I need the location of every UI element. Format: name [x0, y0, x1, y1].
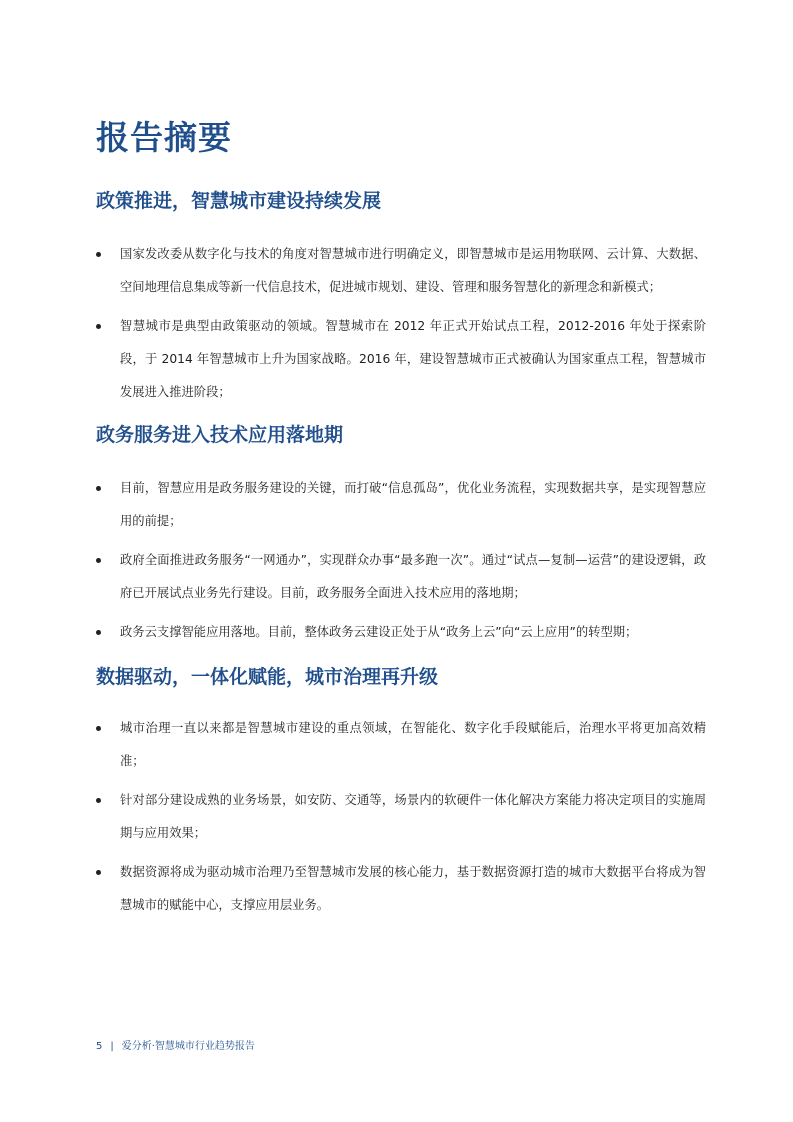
bullet-icon [96, 798, 101, 803]
section-policy [96, 186, 706, 409]
section-heading: 政策推进，智慧城市建设持续发展 [96, 190, 382, 212]
page-number: 5 [96, 1041, 103, 1052]
list-item-text: 针对部分建设成熟的业务场景，如安防、交通等，场景内的软硬件一体化解决方案能力将决定项目的实施周期与应用效果； [120, 793, 706, 840]
list-item-text: 政务云支撑智能应用落地。目前，整体政务云建设正处于从“政务上云”向“云上应用”的转型期； [120, 625, 638, 639]
footer-separator: | [110, 1041, 114, 1052]
bullet-icon [96, 726, 101, 731]
list-item [96, 856, 706, 922]
list-item [96, 544, 706, 610]
bullet-icon [96, 324, 101, 329]
list-item [96, 616, 706, 649]
page-title: 报告摘要 [96, 118, 232, 157]
list-item-text: 智慧城市是典型由政策驱动的领域。智慧城市在 2012 年正式开始试点工程，2012-2016 年处于探索阶段，于 2014 年智慧城市上升为国家战略。2016 年，建设智慧城市正式被确认为国家重点工程，智慧城市发展进入推进阶段； [120, 319, 706, 399]
bullet-icon [96, 252, 101, 257]
page-footer [96, 1040, 255, 1054]
footer-report-title: 爱分析·智慧城市行业趋势报告 [121, 1041, 255, 1052]
list-item-text: 国家发改委从数字化与技术的角度对智慧城市进行明确定义，即智慧城市是运用物联网、云计算、大数据、空间地理信息集成等新一代信息技术，促进城市规划、建设、管理和服务智慧化的新理念和新模式； [120, 247, 706, 294]
bullet-list [96, 472, 706, 649]
section-heading: 数据驱动，一体化赋能，城市治理再升级 [96, 666, 439, 688]
list-item-text: 目前，智慧应用是政务服务建设的关键，而打破“信息孤岛”，优化业务流程，实现数据共享，是实现智慧应用的前提； [120, 481, 706, 528]
bullet-list [96, 712, 706, 922]
section-government-services [96, 420, 706, 649]
list-item [96, 472, 706, 538]
bullet-icon [96, 630, 101, 635]
list-item [96, 238, 706, 304]
list-item-text: 城市治理一直以来都是智慧城市建设的重点领域，在智能化、数字化手段赋能后，治理水平将更加高效精准； [120, 721, 706, 768]
list-item-text: 政府全面推进政务服务“一网通办”，实现群众办事“最多跑一次”。通过“试点—复制—运营”的建设逻辑，政府已开展试点业务先行建设。目前，政务服务全面进入技术应用的落地期； [120, 553, 706, 600]
list-item [96, 712, 706, 778]
bullet-icon [96, 870, 101, 875]
bullet-icon [96, 558, 101, 563]
section-heading: 政务服务进入技术应用落地期 [96, 424, 344, 446]
list-item [96, 784, 706, 850]
list-item-text: 数据资源将成为驱动城市治理乃至智慧城市发展的核心能力，基于数据资源打造的城市大数据平台将成为智慧城市的赋能中心，支撑应用层业务。 [120, 865, 706, 912]
bullet-list [96, 238, 706, 409]
section-data-driven [96, 662, 706, 922]
list-item [96, 310, 706, 409]
bullet-icon [96, 486, 101, 491]
